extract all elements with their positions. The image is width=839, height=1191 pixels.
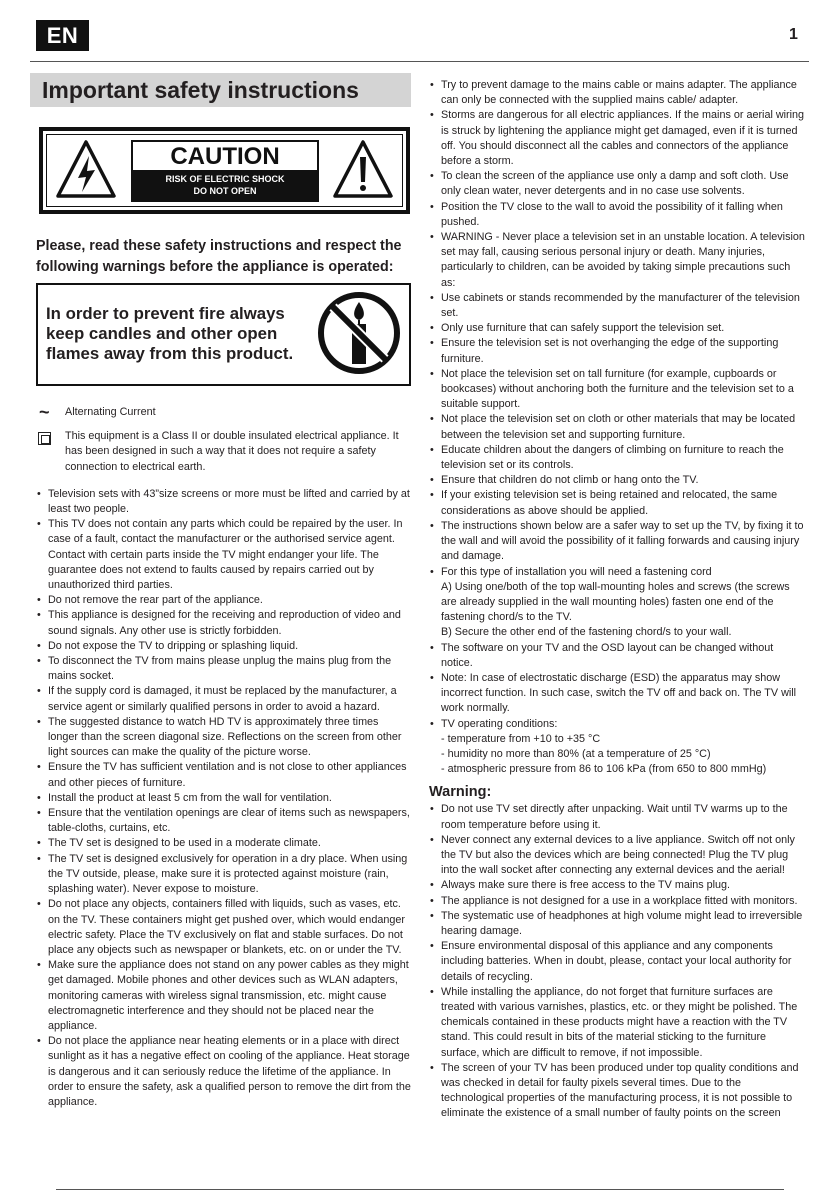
list-item: • To disconnect the TV from mains please unplug the mains plug from the mains socket. (36, 654, 411, 684)
list-item: • Ensure the TV has sufficient ventilation and is not close to other appliances and other pieces of furniture. (36, 760, 411, 790)
list-item: • Ensure environmental disposal of this appliance and any components including batteries. When in doubt, please, contact your local authority for details of recycling. (429, 939, 807, 985)
symbol-row (36, 402, 411, 423)
list-item: • Ensure that the ventilation openings are clear of items such as newspapers, table-cloths, curtains, etc. (36, 806, 411, 836)
list-item: • Educate children about the dangers of climbing on furniture to reach the television set or its controls. (429, 443, 807, 473)
list-item: • Use cabinets or stands recommended by the manufacturer of the television set. (429, 291, 807, 321)
list-item: • The TV set is designed to be used in a moderate climate. (36, 836, 411, 851)
list-item: • The suggested distance to watch HD TV is approximately three times longer than the screen diagonal size. Reflections on the screen from other light sources can make the quality of the picture worse. (36, 715, 411, 761)
page-number: 1 (789, 26, 798, 43)
list-item: • Make sure the appliance does not stand on any power cables as they might get damaged. Mobile phones and other devices such as WLAN adapters, monitoring cameras with wireless signal transmission, etc. might cause electromagnetic interference and they should not be placed near the appliance. (36, 958, 411, 1034)
list-item: • Always make sure there is free access to the TV mains plug. (429, 878, 807, 893)
list-item-fastening (429, 565, 807, 641)
list-item: • The instructions shown below are a safer way to set up the TV, by fixing it to the wall and will avoid the possibility of it falling forwards and causing injury and damage. (429, 519, 807, 565)
lightning-warning-icon (56, 140, 116, 198)
caution-word: CAUTION (170, 143, 280, 170)
caution-line-1: RISK OF ELECTRIC SHOCK (165, 174, 285, 184)
list-item: • Note: In case of electrostatic discharge (ESD) the apparatus may show incorrect function. In such case, switch the TV off and back on. The TV will work normally. (429, 671, 807, 717)
condition-line: - atmospheric pressure from 86 to 106 kPa (from 650 to 800 mmHg) (441, 763, 767, 776)
list-item: • The appliance is not designed for a use in a workplace fitted with monitors. (429, 894, 807, 909)
list-item: • Try to prevent damage to the mains cable or mains adapter. The appliance can only be connected with the supplied mains cable/ adapter. (429, 78, 807, 108)
list-item: • While installing the appliance, do not forget that furniture surfaces are treated with various varnishes, plastics, etc. or they might be polished. The chemicals contained in these products might have a reaction with the TV stand. This could result in bits of the material sticking to the furniture surface, which are difficult to remove, if not impossible. (429, 985, 807, 1061)
condition-line: - humidity no more than 80% (at a temperature of 25 °C) (441, 747, 711, 760)
fastening-step-a: A) Using one/both of the top wall-mounting holes and screws (the screws are already supplied in the wall mounting holes) fasten one end of the fastening chord/s to the TV. (441, 580, 790, 624)
language-badge: EN (36, 20, 89, 51)
list-item: • The systematic use of headphones at high volume might lead to irreversible hearing damage. (429, 909, 807, 939)
symbol-row (36, 429, 411, 475)
warning-list (429, 802, 807, 1121)
fire-warning-text: In order to prevent fire always keep candles and other open flames away from this product. (46, 304, 294, 363)
symbol-text: Alternating Current (65, 406, 156, 418)
list-item: • Ensure that children do not climb or hang onto the TV. (429, 473, 807, 488)
exclamation-warning-icon (333, 140, 393, 198)
list-item: • Do not use TV set directly after unpacking. Wait until TV warms up to the room temperature before using it. (429, 802, 807, 832)
list-item-conditions (429, 717, 807, 778)
list-item: • Ensure the television set is not overhanging the edge of the supporting furniture. (429, 336, 807, 366)
list-item: • To clean the screen of the appliance use only a damp and soft cloth. Use only clean water, never detergents and in no case use solvents. (429, 169, 807, 199)
list-item: • Not place the television set on tall furniture (for example, cupboards or bookcases) without anchoring both the furniture and the television set to a suitable support. (429, 367, 807, 413)
footer-divider (56, 1189, 784, 1190)
no-candle-icon (316, 290, 402, 376)
header-divider (30, 61, 809, 62)
caution-subtext (133, 170, 317, 200)
intro-text: Please, read these safety instructions and respect the following warnings before the appliance is operated: (36, 238, 402, 275)
list-item: • Do not remove the rear part of the appliance. (36, 593, 411, 608)
conditions-lead: • TV operating conditions: (441, 717, 558, 730)
list-item: • Install the product at least 5 cm from the wall for ventilation. (36, 791, 411, 806)
left-column (30, 73, 411, 1110)
condition-line: - temperature from +10 to +35 °C (441, 732, 601, 745)
class-ii-double-insulated-icon (38, 432, 51, 445)
caution-line-2: DO NOT OPEN (193, 186, 257, 196)
list-item: • Do not place the appliance near heating elements or in a place with direct sunlight as it has a negative effect on cooling of the appliance. Heat storage is dangerous and it can seriously reduce the lifetime of the appliance. In order to ensure the safety, ask a qualified person to remove the dirt from the appliance. (36, 1034, 411, 1110)
list-item: • If the supply cord is damaged, it must be replaced by the manufacturer, a service agent or similarly qualified persons in order to avoid a hazard. (36, 684, 411, 714)
list-item: • Not place the television set on cloth or other materials that may be located between the television set and supporting furniture. (429, 412, 807, 442)
list-item: • This appliance is designed for the receiving and reproduction of video and sound signals. Any other use is strictly forbidden. (36, 608, 411, 638)
list-item: • This TV does not contain any parts which could be repaired by the user. In case of a fault, contact the manufacturer or the authorised service agent. Contact with certain parts inside the TV might endanger your life. The guarantee does not extend to faults caused by repairs carried out by unauthorized third parties. (36, 517, 411, 593)
list-item: • Position the TV close to the wall to avoid the possibility of it falling when pushed. (429, 200, 807, 230)
alternating-current-icon: ~ (39, 402, 50, 422)
fire-warning-box (36, 283, 411, 386)
list-item: • The TV set is designed exclusively for operation in a dry place. When using the TV outside, please, make sure it is protected against moisture (rain, splashing water). Never expose to moisture. (36, 852, 411, 898)
symbol-legend (36, 402, 411, 475)
fastening-lead: • For this type of installation you will need a fastening cord (441, 565, 712, 578)
list-item: • Only use furniture that can safely support the television set. (429, 321, 807, 336)
list-item: • Storms are dangerous for all electric appliances. If the mains or aerial wiring is struck by lightening the appliance might get damaged, even if it is turned off. You should disconnect all the cables and connectors of the appliance before a storm. (429, 108, 807, 169)
list-item: • If your existing television set is being retained and relocated, the same considerations as above should be applied. (429, 488, 807, 518)
section-title: Important safety instructions (30, 73, 411, 107)
list-item: • Do not expose the TV to dripping or splashing liquid. (36, 639, 411, 654)
caution-panel (131, 140, 319, 202)
right-column (429, 78, 807, 1122)
caution-label (39, 127, 410, 214)
list-item: • WARNING - Never place a television set in an unstable location. A television set may fall, causing serious personal injury or death. Many injuries, particularly to children, can be avoided by taking simple precautions such as: (429, 230, 807, 291)
left-safety-list (36, 487, 411, 1110)
list-item: • Television sets with 43”size screens or more must be lifted and carried by at least two people. (36, 487, 411, 517)
list-item: • The software on your TV and the OSD layout can be changed without notice. (429, 641, 807, 671)
list-item: • The screen of your TV has been produced under top quality conditions and was checked in detail for faulty pixels several times. Due to the technological properties of the manufacturing process, it is not possible to eliminate the existence of a small number of faulty points on the screen (429, 1061, 807, 1122)
list-item: • Never connect any external devices to a live appliance. Switch off not only the TV but also the devices which are being connected! Plug the TV plug into the wall socket after connecting any external devices and the aerial! (429, 833, 807, 879)
list-item: • Do not place any objects, containers filled with liquids, such as vases, etc. on the TV. These containers might get pushed over, which would endanger electric safety. Place the TV exclusively on flat and stable surfaces. Do not place any objects such as newspaper or blankets, etc. on or under the TV. (36, 897, 411, 958)
fastening-step-b: B) Secure the other end of the fastening chord/s to your wall. (441, 626, 732, 639)
warning-heading: Warning: (429, 784, 492, 801)
right-safety-list (429, 78, 807, 777)
symbol-text: This equipment is a Class II or double insulated electrical appliance. It has been designed in such a way that it does not require a safety connection to electrical earth. (65, 430, 399, 473)
